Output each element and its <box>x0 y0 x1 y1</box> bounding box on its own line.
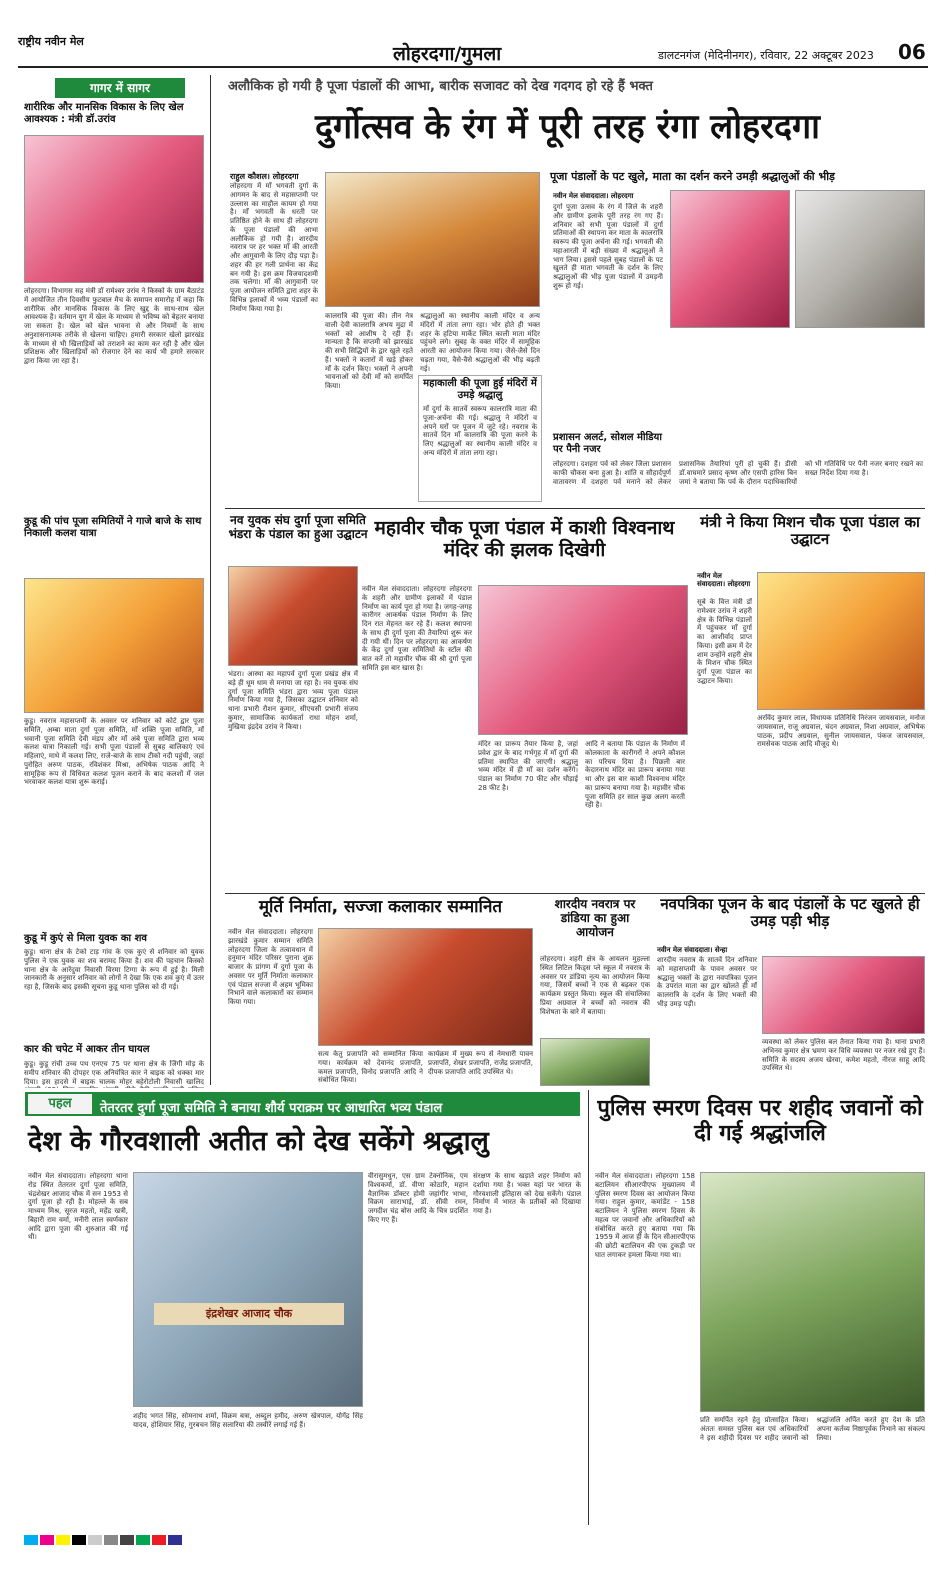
kashi-pandal-photo <box>478 585 688 735</box>
prashasan-body: लोहरदगा। दशहरा पर्व को लेकर जिला प्रशासन काफी चौकस बना हुआ है। शांति व सौहार्दपूर्ण वातावरण में दशहरा पर्व मनाने को लेकर प्रशासनिक तैयारियां पूरी हो चुकी हैं। डीसी डॉ.वाघमारे प्रसाद कृष्ण और एसपी हारिस बिन जमां ने बताया कि पर्व के दौरान पदाधिकारियों को भी गतिविधि पर पैनी नजर बनाए रखने का सख्त निर्देश दिया गया है। <box>553 460 923 486</box>
page-number: 06 <box>898 40 926 64</box>
senha-body-col1: शारदीय नवरात्र के सातवें दिन शनिवार को महासप्तमी के पावन अवसर पर श्रद्धालु भक्तों के द्वारा नवपत्रिका पूजन के उपरांत माता का द्वार खोलते ही माँ कालरात्रि के दर्शन के लिए भक्तों की भीड़ उमड़ पड़ी। <box>657 956 757 1008</box>
shaurya-body-col4: संरक्षण के साथ खड़ाते शहर निर्माण को दर्शाया गया है। भक्त यहां पर भारत के गौरवशाली इतिहास को देख सकेंगे। पंडाल निर्माण में भारत के प्रतीकों को दिखाया गया है। <box>473 1172 581 1215</box>
artisans-body-col1: नवीन मेल संवाददाता। लोहरदगा झारखंडे कुमार सम्मान समिति लोहरदगा जिला के तत्वावधान में हनुमान मंदिर परिसर पुराना शुक्र बाजार के प्रांगण में दुर्गा पूजा के अवसर पर मूर्ति निर्माता कलाकार एवं पंडाल सज्जा में अहम भूमिका निभाने वाले कलाकारों का सम्मान किया गया। <box>228 928 313 1006</box>
prashasan-headline: प्रशासन अलर्ट, सोशल मीडिया पर पैनी नजर <box>553 432 662 455</box>
dandiya-body: लोहरदगा। शहरी क्षेत्र के आयलन मुहल्ला स्थित लिटिल किड्स प्ले स्कूल में नवरात्र के अवसर पर डांडिया नृत्य का आयोजन किया गया, जिसमें बच्चों ने एक से बढ़कर एक कार्यक्रम प्रस्तुत किया। स्कूल की संचालिका प्रिया अग्रवाल ने बच्चों को नवरात्र की विशेषता के बारे में बताया। <box>540 955 650 1016</box>
police-body-col1: नवीन मेल संवाददाता। लोहरदगा 158 बटालियन सीआरपीएफ मुख्यालय में पुलिस स्मरण दिवस का आयोजन किया गया। राहुल कुमार, कमांडेंट - 158 बटालियन ने पुलिस स्मरण दिवस के महत्व पर जवानों और अधिकारियों को संबोधित करते हुए बताया गया कि 1959 में आज ही के दिन सीआरपीएफ की छोटी बटालियन की एक टुकड़ी पर घात लगाकर हमला किया गया था। <box>595 1172 695 1259</box>
kashi-body-col1: नवीन मेल संवाददाता। लोहरदगा लोहरदगा के शहरी और ग्रामीण इलाकों में पंडाल निर्माण का कार्य पूरा हो गया है। जगह-जगह कारीगर आकर्षक पंडाल निर्माण के लिए दिन रात मेहनत कर रहे हैं। कलश स्थापना के साथ ही दुर्गा पूजा की तैयारियां शुरू कर दी गयी थीं। दिन पर लोहरदगा का आकर्षण के केंद्र दुर्गा पूजा समितियों के स्टॉल की बात करें तो महावीर चौक की श्री दुर्गा पूजा समिति इस बार खास है। <box>362 585 472 672</box>
shaurya-body-col3: वीरासुमधुन, एस ग्राम टेक्नोनिक, एम विश्वकर्मा, डॉ. वीणा कोठारि, महान वैज्ञानिक डॉक्टर होमी जहांगीर भाभा, विक्रम साराभाई, डॉ. सीवी रमन, जगदीश चंद्र बोस आदि के चित्र प्रदर्शित किए गए हैं। <box>368 1172 468 1224</box>
pandal-open-byline: नवीन मेल संवाददाता। लोहरदगा <box>553 192 634 200</box>
pandal-open-body: दुर्गा पूजा उत्सव के रंग में जिले के शहरी और ग्रामीण इलाके पूरी तरह रंग गए हैं। शनिवार को सभी पूजा पंडालों में दुर्गा प्रतिमाओं की स्थापना कर माता के कालरात्रि स्वरूप की पूजा अर्चना की गई। भगवती की महाआरती में बड़ी संख्या में श्रद्धालुओं ने भाग लिया। इससे पहले सुबह पंडालों के पट खुलते ही माता भगवती के दर्शन के लिए श्रद्धालुओं की भीड़ पूजा पंडालों में उमड़नी शुरू हो गई। <box>553 203 663 290</box>
mahakali-box-body: माँ दुर्गा के सातवें स्वरूप कालरात्रि माता की पूजा-अर्चना की गई। श्रद्धालु ने मंदिरों व अपने घरों पर पूजन में जुटे रहे। नवरात्र के सातवें दिन माँ कालरात्रि की पूजा करने के लिए श्रद्धालुओं का स्थानीय काली मंदिर व अन्य मंदिरों में तांता लगा रहा। <box>423 405 537 457</box>
shaurya-headline: देश के गौरवशाली अतीत को देख सकेंगे श्रद्धालु <box>28 1126 489 1157</box>
lead-body-col1: लोहरदगा में माँ भगवती दुर्गा के आगमन के बाद से महासप्तमी पर उल्लास का माहौल कायम हो गया है। माँ भगवती के धरती पर प्रतिष्ठित होने के साथ ही लोहरदगा के पूजा पंडालों की आभा अलौकिक हो गयी है। शारदीय नवरात्र पर हर भक्त माँ की आरती और आगुवानी के लिए दौड़ पड़ा है। शहर की हर गली प्रार्थना का केंद्र बन गयी है। इस क्रम विजयादशमी तक चलेगा। माँ की आगुवानी पर पूजा आयोजन समिति द्वारा शहर के विभिन्न इलाकों में भव्य पंडालों का निर्माण किया गया है। <box>230 182 318 313</box>
sidebar-story1-body: लोहरदगा। विभागस सह मंत्री डॉ रामेश्वर उरांव ने किस्को के ग्राम बैठाटंड में आयोजित तीन दिवसीय फुटबाल मैच के समापन समारोह में कहा कि शारीरिक और मानसिक विकास के लिए खुद्द के साथ-साथ खेल आवश्यक है। वर्तमान युग में खेल के माध्यम से भविष्य को बेहतर बनाया जा सकता है। खेल को खेल भावना से और नियमों के साथ अनुशासनात्मक तरीके से खेलना चाहिए। हमारी सरकार खेलो झारखंड के माध्यम से भी खिलाड़ियों को तराशने का काम कर रही है और खेल प्रशिक्षक और खिलाड़ियों को रोजगार देने का कार्य भी हमारे सरकार द्वारा किया जा रहा है। <box>24 287 204 365</box>
lead-body-col3: श्रद्धालुओं का स्थानीय काली मंदिर व अन्य मंदिरों में तांता लगा रहा। भोर होते ही भक्त शहर के हटिया मार्केट स्थित काली माता मंदिर पहुंचने लगे। सुबह के वक्त मंदिर में सामूहिक आरती का आयोजन किया गया। जैसे-जैसे दिन चढ़ता गया, वैसे-वैसे श्रद्धालुओं की भीड़ बढ़ती गई। <box>420 312 540 372</box>
bhandra-headline: नव युवक संघ दुर्गा पूजा समिति भंडरा के पंडाल का हुआ उद्घाटन <box>228 513 368 541</box>
mission-body-col2: अरविंद कुमार लाल, विधायक प्रतिनिधि निरंजन जायसवाल, मनोज जायसवाल, राजू अग्रवाल, चंदन अग्रवाल, निशा अग्रवाल, अभिषेक पाठक, प्रदीप अग्रवाल, सुनील जायसवाल, पंकज जायसवाल, रामसेवक पाठक आदि मौजूद थे। <box>757 714 925 749</box>
artisans-body-col3: कार्यक्रम में मुख्य रूप से नेमधारी पावन प्रजापति, शेखर प्रजापति, राजेंद्र प्रजापति, दीपक प्रजापति आदि उपस्थित थे। <box>428 1050 533 1076</box>
sidebar-story2-body: कुडू। नवरात्र महासप्तमी के अवसर पर शनिवार को कोर्ट द्वार पूजा समिति, अम्बा माता दुर्गा पूजा समिति, माँ शक्ति पूजा समिति, माँ भवानी पूजा समिति देवी मंडप और माँ अंबे पूजा समिति द्वारा भव्य कलश यात्रा निकाली गई। सभी पूजा पंडालों से सुबह बालिकाएं एवं महिलाएं, माथे में कलश लिए, राजे-बाजे के साथ टीको नदी पहुंची, जहां पुरोहित अरुण पाठक, रविशंकर मिश्रा, अभिषेक पाठक आदि ने सामूहिक रूप से विधिवत कलश पूजन कराने के बाद कलशों में जल भरवाकर कलश यात्रा शुरू कराई। <box>24 717 204 787</box>
shaurya-body-col1: नवीन मेल संवाददाता। लोहरदगा थाना रोड स्थित तेतरतर दुर्गा पूजा समिति, चंद्रशेखर आजाद चौक में सन 1953 से दुर्गा पूजा हो रही है। मोहल्ले के सब माध्यम मिश्र, सूरज महतो, महेंद्र खत्री, बिहारी राम वर्मा, मनीरी लाल स्वर्णकार आदि द्वारा पूजा की शुरुआत की गई थी। <box>28 1172 128 1242</box>
row-rule <box>225 893 925 894</box>
senha-body-col2: व्यवस्था को लेकर पुलिस बल तैनात किया गया है। थाना प्रभारी अभिनव कुमार क्षेत्र भ्रमण कर विधि व्यवस्था पर नजर रखे हुए हैं। समिति के सदस्य अजय खेरवा, कमेश महतो, नीरज साहू आदि उपस्थित थे। <box>762 1038 925 1073</box>
shaurya-body-col2: शहीद भगत सिंह, सोमनाथ शर्मा, विक्रम बत्रा, अब्दुल हमीद, अरुण खेत्रपाल, योगेंद्र सिंह यादव, होशियार सिंह, गुरबचन सिंह सलारिया की तस्वीरें लगाई गई हैं। <box>133 1412 363 1429</box>
chowk-sign: इंद्रशेखर आजाद चौक <box>154 1303 344 1325</box>
durga-idol-photo <box>325 172 540 307</box>
pahal-kicker: तेतरतर दुर्गा पूजा समिति ने बनाया शौर्य पराक्रम पर आधारित भव्य पंडाल <box>100 1101 443 1116</box>
police-memorial-photo <box>700 1172 925 1412</box>
row-rule <box>225 508 925 509</box>
brand-name: राष्ट्रीय नवीन मेल <box>18 35 84 48</box>
sidebar-story4-headline: कार की चपेट में आकर तीन घायल <box>24 1044 150 1055</box>
pahal-tag: पहल <box>28 1094 92 1114</box>
column-rule <box>588 1090 589 1525</box>
artisans-body-col2: सत्य केतु प्रजापति को सम्मानित किया गया। कार्यक्रम को देवानंद प्रजापति, कमल प्रजापति, विनोद प्रजापति आदि ने संबोधित किया। <box>318 1050 423 1085</box>
durga-pandal-photo-1 <box>670 190 790 328</box>
lead-byline: राहुल कौशल। लोहरदगा <box>230 172 299 181</box>
lead-body-col2: कालरात्रि की पूजा की। तीन नेत्र वाली देवी कालरात्रि अभय मुद्रा में भक्तों को आशीष दे रही हैं। मान्यता है कि सप्तमी को झारखंड की सभी सिद्धियों के द्वार खुले रहते हैं। भक्तों ने कतारों में खड़े होकर माँ के दर्शन किए। भक्तों ने अपनी भावनाओं को देवी माँ को समर्पित किया। <box>325 312 413 390</box>
sidebar-story2-headline: कुडू की पांच पूजा समितियों ने गाजे बाजे के साथ निकाली कलश यात्रा <box>24 516 202 539</box>
sidebar-story4-body: कुडू। कुडू रांची उच्च पथ एनएच 75 पर थाना क्षेत्र के जिंगी मोड़ के समीप शनिवार की दोपहर एक अनियंत्रित कार ने बाइक को धक्का मार दिया। इस हादसे में बाइक चालक मोहर बहेरोटोली निवासी खालिद <box>24 1060 204 1086</box>
edition-city: लोहरदगा/गुमला <box>393 43 502 65</box>
column-rule <box>210 75 211 1085</box>
senha-headline: नवपत्रिका पूजन के बाद पंडालों के पट खुलते ही उमड़ पड़ी भीड़ <box>660 895 920 931</box>
dandiya-headline: शारदीय नवरात्र पर डांडिया का हुआ आयोजन <box>554 897 636 939</box>
print-color-bar <box>24 1530 924 1540</box>
mission-headline: मंत्री ने किया मिशन चौक पूजा पंडाल का उद्घाटन <box>700 513 920 549</box>
mission-chowk-photo <box>757 572 925 710</box>
bhandra-inauguration-photo <box>228 566 358 666</box>
bhandra-body: भंडरा। आस्था का महापर्व दुर्गा पूजा प्रखंड क्षेत्र में बड़े ही धूम धाम से मनाया जा रहा है। नव युवक संघ दुर्गा पूजा समिति भंडरा द्वारा भव्य पूजा पंडाल निर्माण किया गया है, जिसका उद्घाटन शनिवार को थाना प्रभारी रौशन कुमार, सीएचसी प्रभारी संजय कुमार, सामाजिक कार्यकर्ता राधा मोहन शर्मा, मुखिया इंद्रदेव उरांव ने किया। <box>228 670 358 731</box>
mission-byline: नवीन मेल संवाददाता। लोहरदगा <box>697 572 751 589</box>
artisans-headline: मूर्ति निर्माता, सज्जा कलाकार सम्मानित <box>258 897 503 917</box>
sidebar-story3-headline: कुडू में कुएं से मिला युवक का शव <box>24 933 147 944</box>
shaurya-pandal-photo <box>133 1172 363 1407</box>
mahakali-box <box>418 375 542 502</box>
mission-body-col1: सूबे के वित्त मंत्री डॉ रामेश्वर उरांव ने शहरी क्षेत्र के विभिन्न पंडालों में पहुंचकर माँ दुर्गा का आशीर्वाद प्राप्त किया। इसी क्रम में देर शाम उन्होंने शहरी क्षेत्र के मिशन चौक स्थित दुर्गा पूजा पंडाल का उद्घाटन किया। <box>697 598 752 685</box>
minister-sports-photo <box>24 135 204 283</box>
kashi-body-col2: मंदिर का प्रारूप तैयार किया है, जहां प्रवेश द्वार के बाद गर्भगृह में माँ दुर्गा की प्रतिमा स्थापित की जाएगी। श्रद्धालु भव्य मंदिर में ही माँ का दर्शन करेंगे। पंडाल का निर्माण 70 फीट और चौड़ाई 28 फीट है। <box>478 740 578 792</box>
lead-headline: दुर्गोत्सव के रंग में पूरी तरह रंगा लोहरदगा <box>314 107 820 147</box>
kashi-body-col3: आदि ने बताया कि पंडाल के निर्माण में कोलकाता के कारीगरों ने अपने कौशल का परिचय दिया है। पिछली बार केदारनाथ मंदिर का प्रारूप बनाया गया था और इस बार काशी विश्वनाथ मंदिर का प्रारूप बनाया गया है। महावीर चौक पूजा समिति हर साल कुछ अलग करती रही है। <box>585 740 685 810</box>
artisans-felicitation-photo <box>318 928 533 1046</box>
pandal-open-headline: पूजा पंडालों के पट खुले, माता का दर्शन करने उमड़ी श्रद्धालुओं की भीड़ <box>550 170 835 183</box>
sidebar-story3-body: कुडू। थाना क्षेत्र के टेको टाड़ गांव के एक कुएं से शनिवार को युवक पुलिस ने एक युवक का शव बरामद किया है। शव की पहचान किस्को थाना क्षेत्र के आरेंदुवा निवासी विरमा टिग्गा के रूप में हुई है। मिली जानकारी के अनुसार शनिवार को लोगों ने देखा कि एक शव कुएं में उतर रहा है, जिसके बाद इसकी सूचना कुडू थाना पुलिस को दी गई। <box>24 948 204 991</box>
sidebar-story1-headline: शारीरिक और मानसिक विकास के लिए खेल आवश्यक : मंत्री डॉ.उरांव <box>24 102 184 125</box>
temple-pandal-photo <box>795 190 925 328</box>
mahakali-box-headline: महाकाली की पूजा हुई मंदिरों में उमड़े श्रद्धालु <box>423 378 537 401</box>
kashi-headline: महावीर चौक पूजा पंडाल में काशी विश्वनाथ मंदिर की झलक दिखेगी <box>374 517 675 561</box>
police-headline: पुलिस स्मरण दिवस पर शहीद जवानों को दी गई श्रद्धांजलि <box>597 1096 923 1147</box>
senha-pandal-photo <box>762 956 925 1034</box>
lead-kicker: अलौकिक हो गयी है पूजा पंडालों की आभा, बारीक सजावट को देख गदगद हो रहे हैं भक्त <box>228 79 653 94</box>
dateline: डालटनगंज (मेदिनीनगर), रविवार, 22 अक्टूबर 2023 <box>658 49 874 62</box>
senha-byline: नवीन मेल संवाददाता। सेन्हा <box>657 946 728 954</box>
police-body-col2: प्रति समर्पित रहने हेतु प्रोत्साहित किया। अंततः समस्त पुलिस बल एवं अधिकारियों ने इस शहीदी दिवस पर शहीद जवानों को श्रद्धांजलि अर्पित करते हुए देश के प्रति अपना कर्तव्य निष्ठापूर्वक निभाने का संकल्प लिया। <box>700 1416 925 1442</box>
masthead <box>18 10 928 68</box>
dandiya-photo <box>540 1038 650 1086</box>
kalash-yatra-photo <box>24 578 204 713</box>
section-tag: गागर में सागर <box>55 78 185 98</box>
